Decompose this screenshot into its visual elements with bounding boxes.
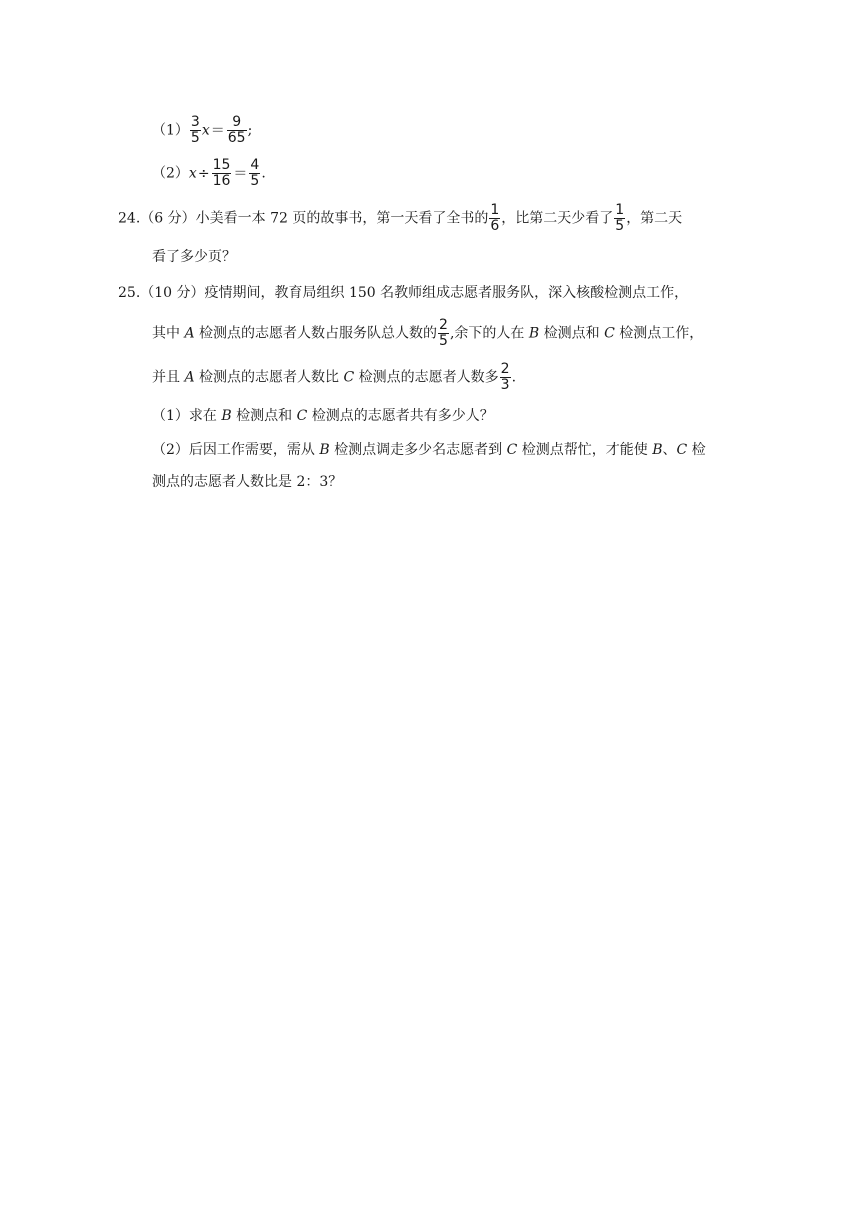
fraction: $\frac{4}{5}$ (250, 157, 260, 189)
q25-sub2-cont: 测点的志愿者人数比是 2：3？ (152, 474, 343, 490)
q25-sub2: （2）后因工作需要，需从 B 检测点调走多少名志愿者到 C 检测点帮忙，才能使 B、C 检 (152, 442, 706, 458)
q23-part1: （1） $\frac{3}{5}$ x＝ $\frac{9}{65}$ ; (152, 114, 253, 146)
fraction: $\frac{1}{5}$ (615, 202, 625, 234)
q25-line2: 其中 A 检测点的志愿者人数占服务队总人数的 $\frac{2}{5}$ ,余下的人在 B 检测点和 C 检测点工作， (152, 317, 704, 349)
fraction: $\frac{3}{5}$ (190, 114, 200, 146)
q24-line1: 24.（6 分）小美看一本 72 页的故事书，第一天看了全书的 $\frac{1}{6}$ ，比第二天少看了 $\frac{1}{5}$ ，第二天 (118, 202, 683, 234)
q25-line3: 并且 A 检测点的志愿者人数比 C 检测点的志愿者人数多 $\frac{2}{3}$ . (152, 361, 517, 393)
part-label: （1） (152, 122, 189, 139)
question-number: 24. (118, 210, 141, 227)
fraction: $\frac{2}{5}$ (439, 317, 448, 349)
q25-sub1: （1）求在 B 检测点和 C 检测点的志愿者共有多少人？ (152, 408, 494, 424)
q23-part2: （2）x÷ $\frac{15}{16}$ ＝ $\frac{4}{5}$ . (152, 157, 266, 189)
fraction: $\frac{2}{3}$ (500, 361, 510, 393)
part-label: （2） (152, 165, 189, 182)
question-number: 25. (118, 285, 141, 301)
fraction: $\frac{9}{65}$ (227, 114, 246, 146)
fraction: $\frac{1}{6}$ (490, 202, 500, 234)
q24-line2: 看了多少页？ (152, 249, 236, 265)
q25-line1: 25.（10 分）疫情期间，教育局组织 150 名教师组成志愿者服务队，深入核酸检测点工作， (118, 285, 689, 301)
fraction: $\frac{15}{16}$ (212, 157, 231, 189)
